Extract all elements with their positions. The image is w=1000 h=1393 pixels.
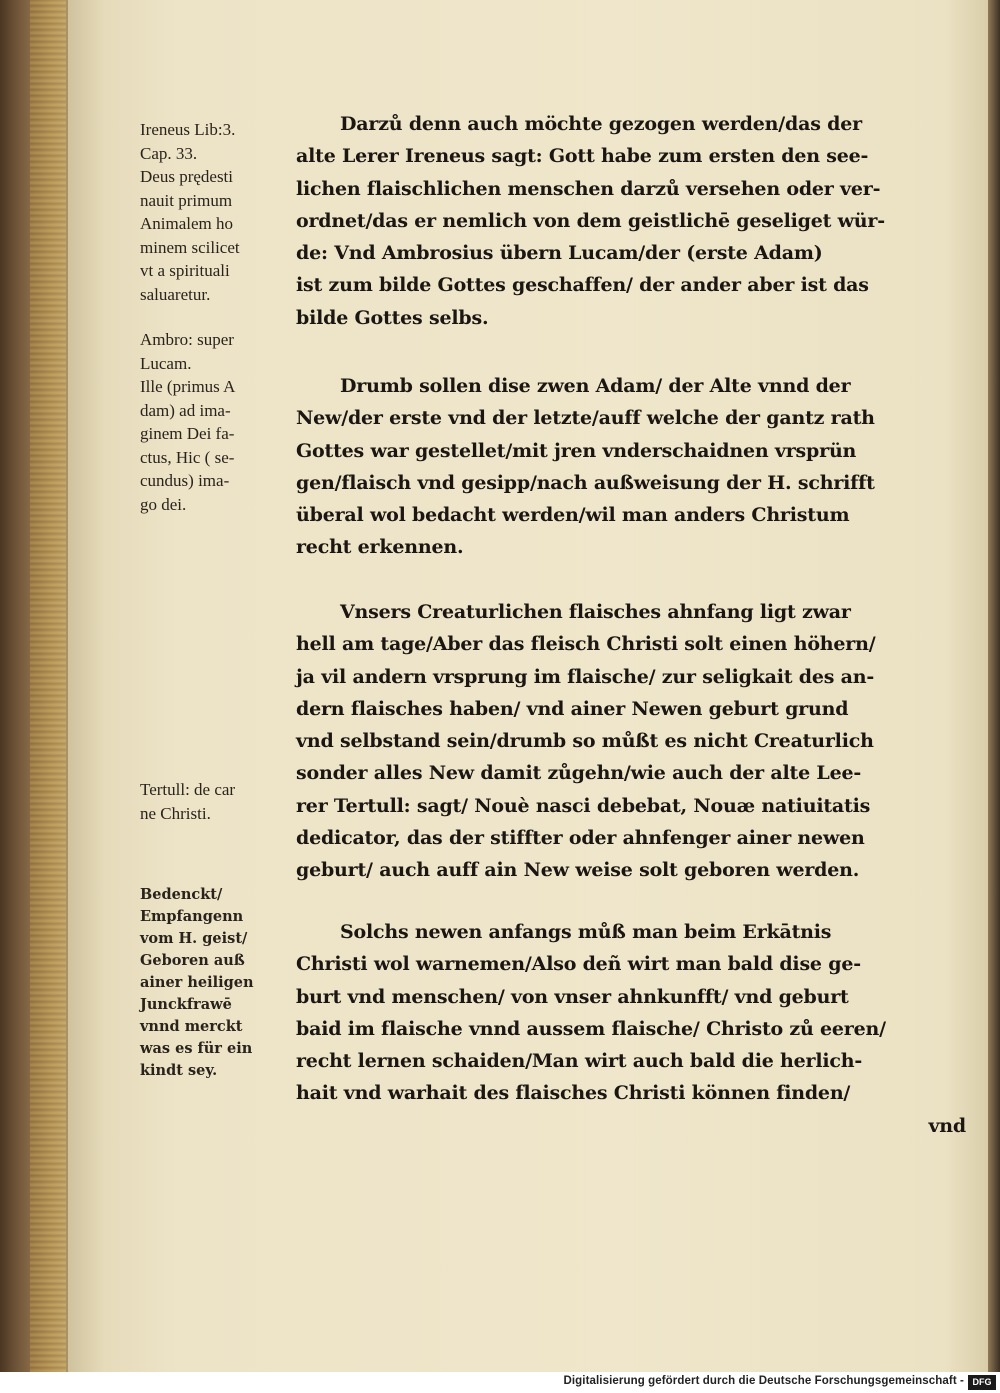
text-line: geburt/ auch auff ain New weise solt geboren werden. [296,859,860,882]
paragraph-3 [296,596,972,887]
text-line: sonder alles New damit zůgehn/wie auch der alte Lee- [296,762,862,785]
text-line: Drumb sollen dise zwen Adam/ der Alte vnnd der [340,375,851,397]
margin-note-ambrose: Ambro: super Lucam. Ille (primus A dam) ad ima- ginem Dei fa- ctus, Hic ( se- cundus) ima- go dei. [140,330,236,514]
text-line: ja vil andern vrsprung im flaische/ zur seligkait des an- [296,665,875,688]
text-line: Solchs newen anfangs můß man beim Erkātnis [340,921,832,943]
text-line: hell am tage/Aber das fleisch Christi solt einen höhern/ [296,633,876,656]
page-shadow [988,0,1000,1372]
text-line: dern flaisches haben/ vnd ainer Newen geburt grund [296,697,849,720]
text-line: vnd selbstand sein/drumb so můßt es nicht Creaturlich [296,730,874,753]
text-line: hait vnd warhait des flaisches Christi können finden/ [296,1082,851,1105]
paragraph-4 [296,916,972,1142]
text-line: ordnet/das er nemlich von dem geistlichē geseliget wür- [296,209,885,232]
text-line: de: Vnd Ambrosius übern Lucam/der (erste Adam) [296,242,823,265]
text-line: bilde Gottes selbs. [296,306,489,329]
digitization-footer [0,1372,1000,1393]
text-line: lichen flaischlichen menschen darzů versehen oder ver- [296,177,881,200]
catchword: vnd [928,1114,966,1137]
text-line: Christi wol warnemen/Also deñ wirt man bald dise ge- [296,953,861,976]
text-line: überal wol bedacht werden/wil man anders Christum [296,504,850,527]
margin-note-bedenckt: Bedenckt/ Empfangenn vom H. geist/ Geboren auß ainer heiligen Junckfrawē vnnd merckt was es für ein kindt sey. [140,886,254,1079]
text-line: burt vnd menschen/ von vnser ahnkunfft/ vnd geburt [296,985,849,1008]
text-line: New/der erste vnd der letzte/auff welche der gantz rath [296,407,875,430]
text-line: alte Lerer Ireneus sagt: Gott habe zum ersten den see- [296,145,869,168]
margin-note-irenaeus: Ireneus Lib:3. Cap. 33. Deus prędesti nauit primum Animalem ho minem scilicet vt a spirituali saluaretur. [140,120,240,304]
text-line: recht erkennen. [296,536,464,559]
page-edges [30,0,68,1372]
text-line: Vnsers Creaturlichen flaisches ahnfang ligt zwar [340,601,851,623]
text-line: Gottes war gestellet/mit jren vnderschaidnen vrsprün [296,439,857,462]
text-line: gen/flaisch vnd gesipp/nach außweisung der H. schrifft [296,471,875,494]
text-line: baid im flaische vnnd aussem flaische/ Christo zů eeren/ [296,1017,886,1040]
margin-note-tertullian: Tertull: de car ne Christi. [140,780,236,823]
text-line: rer Tertull: sagt/ Nouè nasci debebat, Nouæ natiuitatis [296,794,871,817]
footer-credit: Digitalisierung gefördert durch die Deutsche Forschungsgemeinschaft - [563,1375,964,1387]
text-line: dedicator, das der stiffter oder ahnfenger ainer newen [296,827,865,850]
text-line: ist zum bilde Gottes geschaffen/ der ander aber ist das [296,274,869,297]
text-line: Darzů denn auch möchte gezogen werden/das der [340,113,862,135]
paragraph-1 [296,108,972,334]
text-line: recht lernen schaiden/Man wirt auch bald die herlich- [296,1050,863,1073]
dfg-logo-icon: DFG [968,1375,996,1390]
paragraph-2 [296,370,972,564]
